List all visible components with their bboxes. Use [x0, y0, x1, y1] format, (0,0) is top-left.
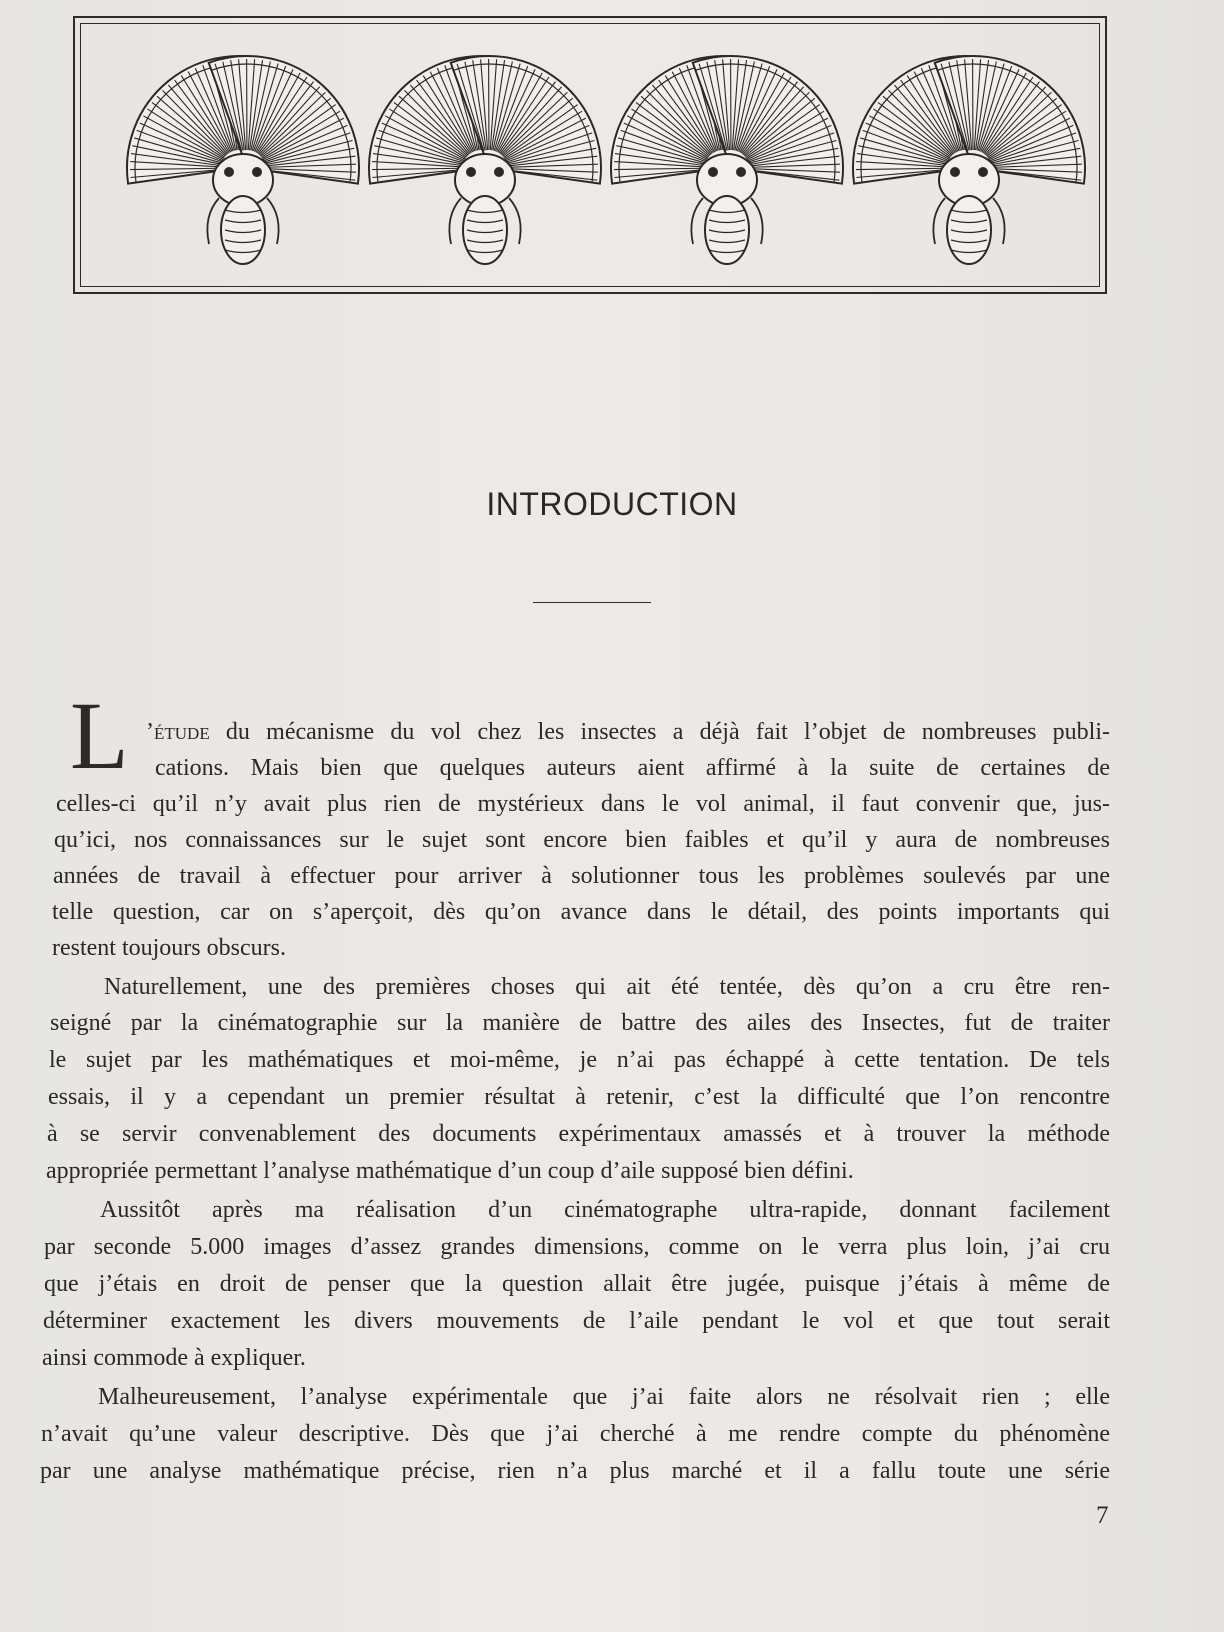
text-line: appropriée permettant l’analyse mathématique d’un coup d’aile supposé bien défini.: [46, 1158, 854, 1184]
text-line: Aussitôt après ma réalisation d’un cinématographe ultra-rapide, donnant facilement: [100, 1197, 1110, 1223]
text-line: telle question, car on s’aperçoit, dès qu’on avance dans le détail, des points importants qui: [52, 899, 1110, 925]
text-line: Naturellement, une des premières choses qui ait été tentée, dès qu’on a cru être ren-: [104, 974, 1110, 1000]
text-line: seigné par la cinématographie sur la manière de battre des ailes des Insectes, fut de traiter: [50, 1010, 1110, 1036]
text-line: qu’ici, nos connaissances sur le sujet sont encore bien faibles et qu’il y aura de nombreuses: [54, 827, 1110, 853]
text-line: n’avait qu’une valeur descriptive. Dès que j’ai cherché à me rendre compte du phénomène: [41, 1421, 1110, 1447]
header-vignette: [73, 16, 1107, 294]
drop-cap: L: [70, 682, 129, 789]
text-line: années de travail à effectuer pour arriver à solutionner tous les problèmes soulevés par une: [53, 863, 1110, 889]
text-line: restent toujours obscurs.: [52, 935, 286, 961]
text-line: que j’étais en droit de penser que la question allait être jugée, puisque j’étais à même de: [44, 1271, 1110, 1297]
text-line: à se servir convenablement des documents expérimentaux amassés et à trouver la méthode: [47, 1121, 1110, 1147]
text-line: par seconde 5.000 images d’assez grandes dimensions, comme on le verra plus loin, j’ai cru: [44, 1234, 1110, 1260]
cicada-illustration-icon: [75, 18, 1109, 296]
page-title: INTRODUCTION: [486, 486, 738, 522]
text-line: le sujet par les mathématiques et moi-même, je n’ai pas échappé à cette tentation. De tels: [49, 1047, 1110, 1073]
title-divider: [533, 602, 651, 603]
text-line: cations. Mais bien que quelques auteurs aient affirmé à la suite de certaines de: [155, 755, 1110, 781]
text-line: ’étude du mécanisme du vol chez les insectes a déjà fait l’objet de nombreuses publi-: [146, 719, 1110, 745]
text-line: par une analyse mathématique précise, rien n’a plus marché et il a fallu toute une série: [40, 1458, 1110, 1484]
text-line: celles-ci qu’il n’y avait plus rien de mystérieux dans le vol animal, il faut convenir que, jus-: [56, 791, 1110, 817]
text-line: déterminer exactement les divers mouvements de l’aile pendant le vol et que tout serait: [43, 1308, 1110, 1334]
text-line: ainsi commode à expliquer.: [42, 1345, 306, 1371]
page-number: 7: [1096, 1502, 1109, 1529]
text-line: Malheureusement, l’analyse expérimentale que j’ai faite alors ne résolvait rien ; elle: [98, 1384, 1110, 1410]
text-line: essais, il y a cependant un premier résultat à retenir, c’est la difficulté que l’on rencontre: [48, 1084, 1110, 1110]
first-word: ’étude: [146, 719, 210, 745]
